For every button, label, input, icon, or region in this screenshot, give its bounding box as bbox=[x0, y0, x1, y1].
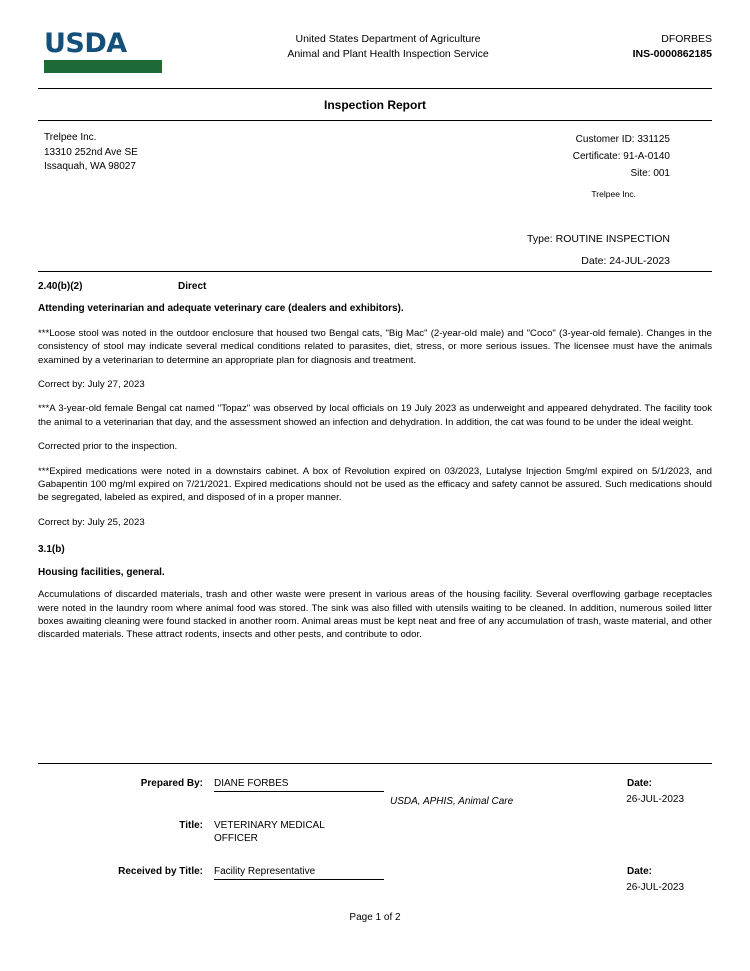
finding-corrected-note: Corrected prior to the inspection. bbox=[38, 441, 178, 453]
certificate-value: 91-A-0140 bbox=[623, 151, 670, 162]
agency-name bbox=[188, 32, 588, 62]
prepared-date-label: Date: bbox=[626, 778, 652, 789]
finding-type-1: Direct bbox=[178, 281, 207, 292]
signature-block bbox=[38, 763, 712, 923]
inspection-type-value: ROUTINE INSPECTION bbox=[555, 233, 670, 245]
title-value-line-1: VETERINARY MEDICAL bbox=[214, 820, 325, 831]
site-row bbox=[573, 165, 670, 182]
page-footer: Page 1 of 2 bbox=[349, 912, 401, 923]
facility-meta bbox=[38, 121, 712, 271]
customer-info bbox=[573, 131, 670, 182]
finding-code-1: 2.40(b)(2) bbox=[38, 281, 83, 292]
customer-id-label: Customer ID: bbox=[575, 134, 635, 145]
facility-address-line-2: Issaquah, WA 98027 bbox=[44, 161, 136, 172]
usda-logo-bar bbox=[44, 60, 162, 73]
document-sheet bbox=[38, 26, 712, 945]
report-identifiers bbox=[633, 32, 712, 62]
inspection-date-label: Date: bbox=[581, 255, 607, 267]
finding-citation-1 bbox=[38, 280, 712, 293]
signature-divider bbox=[38, 763, 712, 764]
title-label: Title: bbox=[179, 820, 203, 831]
received-by-label: Received by Title: bbox=[118, 866, 203, 877]
finding-code-2: 3.1(b) bbox=[38, 544, 65, 556]
agency-signature-line: USDA, APHIS, Animal Care bbox=[390, 796, 514, 807]
prepared-by-row bbox=[38, 778, 712, 820]
received-date-label: Date: bbox=[626, 866, 652, 877]
finding-paragraph: ***Expired medications were noted in a downstairs cabinet. A box of Revolution expired on 03/2023, Lutalyse Injection 5mg/ml expired on 5/1/2023, and Gabapentin 100 mg/ml expired on 7/21/2021. Expired medications should not be used as the efficacy and safety cannot be assured. Such medications should be segregated, labeled as expired, and disposed of in a proper manner. bbox=[38, 465, 712, 504]
title-value-line-2: OFFICER bbox=[214, 833, 258, 844]
inspection-date-row bbox=[527, 250, 670, 272]
finding-correct-by: Correct by: July 27, 2023 bbox=[38, 379, 145, 391]
site-label: Site: bbox=[630, 168, 651, 179]
inspector-code: DFORBES bbox=[661, 33, 712, 45]
title-row bbox=[38, 820, 712, 866]
finding-paragraph: Accumulations of discarded materials, trash and other waste were present in various areas of the housing facility. Several overflowing garbage receptacles were noted in the laundry room where animal food was stored. The sink was also filled with utensils waiting to be cleaned. In addition, numerous soiled litter boxes awaiting cleaning were found stacked in another room. Animal areas must be kept neat and free of any accumulation of trash, waste material, and other discarded materials. These attract rodents, insects and other pests, and contribute to odor. bbox=[38, 589, 712, 641]
site-value: 001 bbox=[653, 168, 670, 179]
certificate-row bbox=[573, 148, 670, 165]
finding-paragraph: ***A 3-year-old female Bengal cat named "Topaz" was observed by local officials on 19 July 2023 as underweight and appeared dehydrated. The facility took the animal to a veterinarian that day, and the assessment showed an infection and dehydration. In addition, the cat was found to be under the ideal weight. bbox=[38, 403, 712, 428]
findings-section bbox=[38, 272, 712, 642]
inspection-date-value: 24-JUL-2023 bbox=[609, 255, 670, 267]
facility-name: Trelpee Inc. bbox=[44, 132, 97, 143]
finding-paragraph: ***Loose stool was noted in the outdoor enclosure that housed two Bengal cats, "Big Mac" (2-year-old male) and "Coco" (3-year-old female). Changes in the consistency of stool may indicate several medical conditions related to parasites, diet, stress, or more serious issues. The licensee must have the animals examined by a veterinarian to determine an appropriate plan for diagnosis and treatment. bbox=[38, 327, 712, 366]
facility-address bbox=[44, 131, 138, 175]
prepared-by-value: DIANE FORBES bbox=[214, 778, 384, 792]
received-by-value: Facility Representative bbox=[214, 866, 384, 880]
page-title: Inspection Report bbox=[323, 98, 426, 112]
document-header bbox=[38, 26, 712, 88]
certificate-label: Certificate: bbox=[572, 151, 621, 162]
inspection-type-label: Type: bbox=[527, 233, 553, 245]
report-number: INS-0000862185 bbox=[632, 48, 712, 60]
inspection-type-row bbox=[527, 228, 670, 250]
site-name: Trelpee Inc. bbox=[591, 189, 636, 199]
agency-line-2: Animal and Plant Health Inspection Service bbox=[287, 48, 489, 60]
customer-id-row bbox=[573, 131, 670, 148]
agency-line-1: United States Department of Agriculture bbox=[295, 33, 481, 45]
customer-id-value: 331125 bbox=[637, 134, 670, 145]
finding-heading-1: Attending veterinarian and adequate veterinary care (dealers and exhibitors). bbox=[38, 303, 404, 315]
facility-address-line-1: 13310 252nd Ave SE bbox=[44, 146, 138, 158]
usda-logo-text: USDA bbox=[44, 28, 127, 59]
prepared-by-label: Prepared By: bbox=[140, 778, 203, 789]
prepared-date-value: 26-JUL-2023 bbox=[626, 794, 684, 805]
received-date-value: 26-JUL-2023 bbox=[626, 882, 684, 893]
inspection-type-date bbox=[527, 228, 670, 272]
usda-logo bbox=[44, 30, 162, 73]
finding-correct-by: Correct by: July 25, 2023 bbox=[38, 516, 145, 528]
received-by-row bbox=[38, 866, 712, 906]
finding-heading-2: Housing facilities, general. bbox=[38, 566, 165, 578]
